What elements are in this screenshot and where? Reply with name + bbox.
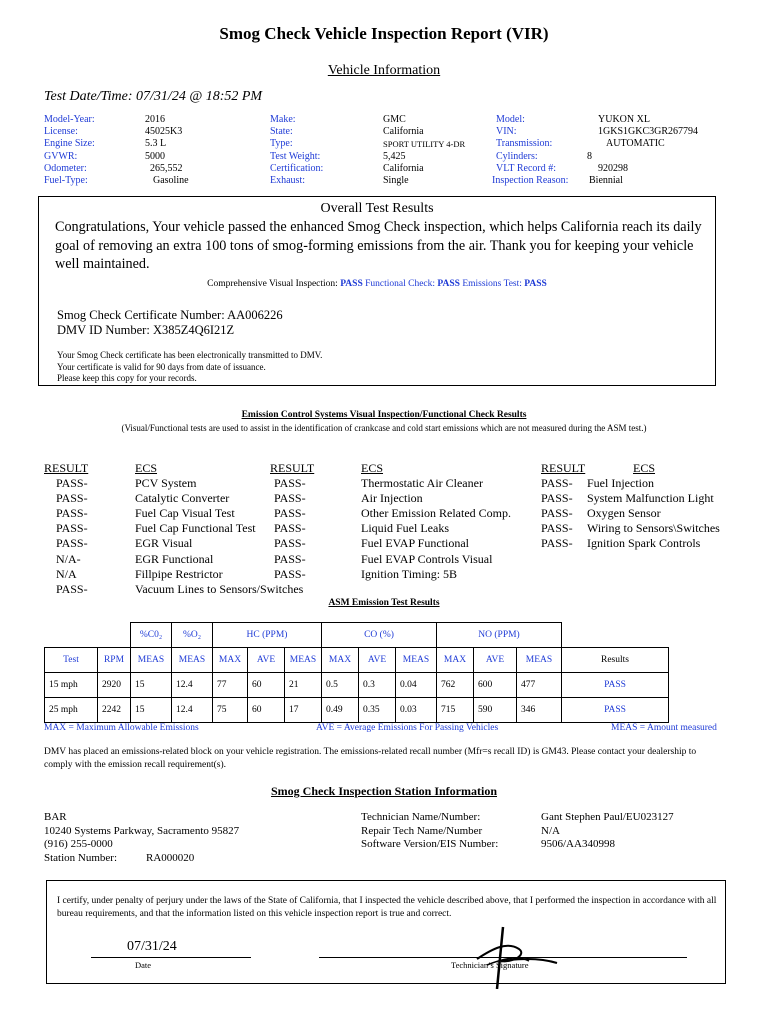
ecs-system: Oxygen Sensor <box>587 506 661 521</box>
ecs-result: PASS- <box>56 476 88 491</box>
hc-header: HC (PPM) <box>213 623 322 648</box>
vehicle-info-heading: Vehicle Information <box>327 63 441 78</box>
station-address-block <box>44 811 239 865</box>
asm-column-header: AVE <box>248 648 285 673</box>
vehicle-label: Model: <box>496 114 525 125</box>
ecs-header: ECS <box>633 461 656 475</box>
vehicle-row <box>44 163 734 175</box>
signature-date: 07/31/24 <box>127 939 177 954</box>
asm-result-row <box>45 698 669 723</box>
asm-cell: 715 <box>437 698 474 723</box>
ecs-result: PASS- <box>274 491 306 506</box>
asm-column-header: MEAS <box>172 648 213 673</box>
asm-results-table <box>44 622 669 723</box>
ecs-system: Vacuum Lines to Sensors/Switches <box>135 581 304 596</box>
ecs-system: EGR Visual <box>135 536 193 551</box>
asm-result-row <box>45 673 669 698</box>
vehicle-label: State: <box>270 126 293 138</box>
vehicle-label: Type: <box>270 138 293 150</box>
ecs-result: PASS- <box>541 476 573 491</box>
ecs-result: PASS- <box>56 536 88 551</box>
ecs-system: Fuel EVAP Controls Visual <box>361 551 493 566</box>
vehicle-value: Single <box>383 174 409 186</box>
station-name: BAR <box>44 811 67 823</box>
ecs-result: PASS- <box>56 581 88 596</box>
ecs-system: Air Injection <box>361 491 423 506</box>
vehicle-info-grid <box>44 114 734 187</box>
asm-cell: 60 <box>248 673 285 698</box>
station-phone: (916) 255-0000 <box>44 838 113 850</box>
certificate-notes <box>57 350 322 385</box>
repair-tech-value: N/A <box>541 824 560 837</box>
ecs-system: Fuel EVAP Functional <box>361 536 470 551</box>
asm-cell: 600 <box>474 673 517 698</box>
asm-group-header-row <box>45 623 669 648</box>
asm-cell: 12.4 <box>172 673 213 698</box>
asm-result-status: PASS <box>562 698 669 723</box>
date-line <box>91 957 251 958</box>
asm-cell: 25 mph <box>45 698 98 723</box>
vehicle-label: Transmission: <box>496 138 553 150</box>
ecs-result: PASS- <box>541 506 573 521</box>
asm-column-header: RPM <box>98 648 131 673</box>
ecs-result: PASS- <box>274 536 306 551</box>
asm-cell: 0.49 <box>322 698 359 723</box>
ecs-system: Fuel Injection <box>587 476 654 491</box>
ecs-result: PASS- <box>541 536 573 551</box>
functional-check-result: PASS <box>437 279 460 289</box>
result-header: RESULT <box>44 461 89 475</box>
ecs-system: Catalytic Converter <box>135 491 230 506</box>
result-header: RESULT <box>270 461 315 475</box>
visual-inspection-label: Comprehensive Visual Inspection: <box>207 279 338 289</box>
ecs-subheading: (Visual/Functional tests are used to assist in the identification of crankcase and cold start emissions which are not measured during the ASM test.) <box>121 423 647 433</box>
ecs-result: PASS- <box>541 491 573 506</box>
ecs-system: Other Emission Related Comp. <box>361 506 511 521</box>
asm-cell: 0.3 <box>359 673 396 698</box>
vehicle-label: Inspection Reason: <box>492 174 569 186</box>
asm-cell: 77 <box>213 673 248 698</box>
ecs-system: EGR Functional <box>135 551 214 566</box>
vehicle-label: Cylinders: <box>496 150 538 162</box>
ecs-header: ECS <box>361 461 384 475</box>
test-datetime: Test Date/Time: 07/31/24 @ 18:52 PM <box>44 89 263 104</box>
ecs-system: Fuel Cap Functional Test <box>135 521 256 536</box>
certificate-number: Smog Check Certificate Number: AA006226 <box>57 308 283 322</box>
station-tech-labels <box>361 811 498 852</box>
vehicle-label: VIN: <box>496 126 517 138</box>
vehicle-label: Odometer: <box>44 162 87 174</box>
vehicle-value: California <box>383 126 424 138</box>
date-label: Date <box>135 960 152 970</box>
station-tech-values <box>541 811 674 852</box>
asm-cell: 15 <box>131 698 172 723</box>
ecs-result: PASS- <box>56 521 88 536</box>
asm-column-header: MAX <box>437 648 474 673</box>
signature-line <box>319 957 687 958</box>
ecs-result: N/A <box>56 566 77 581</box>
vehicle-value: AUTOMATIC <box>606 138 665 150</box>
vehicle-label: License: <box>44 126 78 138</box>
functional-check-label: Functional Check: <box>365 279 436 289</box>
emissions-test-result: PASS <box>524 279 547 289</box>
asm-cell: 60 <box>248 698 285 723</box>
asm-column-header: MEAS <box>285 648 322 673</box>
overall-results-heading: Overall Test Results <box>320 201 434 216</box>
asm-cell: 0.03 <box>396 698 437 723</box>
congratulations-text: Congratulations, Your vehicle passed the enhanced Smog Check inspection, which helps California reach its daily goal of removing an extra 100 tons of smog-forming emissions from the air. Thank you for keeping your vehicle well maintained. <box>55 219 702 273</box>
asm-cell: 15 mph <box>45 673 98 698</box>
asm-cell: 477 <box>517 673 562 698</box>
asm-cell: 0.5 <box>322 673 359 698</box>
co-header: CO (%) <box>322 623 437 648</box>
ecs-system: Thermostatic Air Cleaner <box>361 476 483 491</box>
vehicle-label: Make: <box>270 114 296 125</box>
note-transmitted: Your Smog Check certificate has been electronically transmitted to DMV. <box>57 350 323 360</box>
technician-value: Gant Stephen Paul/EU023127 <box>541 811 674 823</box>
ecs-system: Ignition Spark Controls <box>587 536 701 551</box>
vehicle-value: 8 <box>587 150 592 162</box>
legend-meas: MEAS = Amount measured <box>611 723 717 733</box>
vehicle-value: 5,425 <box>383 150 406 162</box>
certification-box <box>46 880 726 984</box>
ecs-result: PASS- <box>56 491 88 506</box>
ecs-system: Fillpipe Restrictor <box>135 566 223 581</box>
asm-cell: 2920 <box>98 673 131 698</box>
vehicle-row <box>44 114 734 126</box>
ecs-result: PASS- <box>274 476 306 491</box>
asm-cell: 12.4 <box>172 698 213 723</box>
ecs-system: Wiring to Sensors\Switches <box>587 521 720 536</box>
asm-column-header: MEAS <box>517 648 562 673</box>
no-header: NO (PPM) <box>437 623 562 648</box>
certificate-info <box>57 308 283 338</box>
asm-cell: 0.35 <box>359 698 396 723</box>
asm-cell: 17 <box>285 698 322 723</box>
vehicle-label: Engine Size: <box>44 138 95 150</box>
visual-inspection-result: PASS <box>340 279 363 289</box>
asm-cell: 346 <box>517 698 562 723</box>
station-number: RA000020 <box>146 851 195 864</box>
vehicle-label: Fuel-Type: <box>44 174 88 186</box>
vehicle-label: Test Weight: <box>270 150 321 162</box>
vehicle-value: 5000 <box>145 150 165 162</box>
vehicle-value: GMC <box>383 114 406 125</box>
vehicle-value: YUKON XL <box>598 114 650 125</box>
asm-cell: 762 <box>437 673 474 698</box>
report-title: Smog Check Vehicle Inspection Report (VIR) <box>219 24 549 43</box>
ecs-result: N/A- <box>56 551 81 566</box>
vehicle-label: GVWR: <box>44 150 78 162</box>
vehicle-value: 920298 <box>598 162 628 174</box>
ecs-result: PASS- <box>541 521 573 536</box>
asm-column-header-row <box>45 648 669 673</box>
note-keep-copy: Please keep this copy for your records. <box>57 373 197 384</box>
vehicle-value: 45025K3 <box>145 126 183 138</box>
asm-result-status: PASS <box>562 673 669 698</box>
recall-notice: DMV has placed an emissions-related block on your vehicle registration. The emissions-related recall number (Mfr=s recall ID) is GM43. Please contact your dealership to comply with the emission recall requirement(s). <box>44 747 697 770</box>
vehicle-row <box>44 175 734 187</box>
station-heading: Smog Check Inspection Station Information <box>270 784 498 798</box>
repair-tech-label: Repair Tech Name/Number <box>361 824 483 837</box>
vehicle-label: Model-Year: <box>44 114 95 125</box>
certification-statement: I certify, under penalty of perjury under the laws of the State of California, that I inspected the vehicle described above, that I performed the inspection in accordance with all bureau requirements, and that the information listed on this vehicle inspection report is true and correct. <box>57 896 717 919</box>
asm-column-header: Test <box>45 648 98 673</box>
dmv-id-number: DMV ID Number: X385Z4Q6I21Z <box>57 323 235 337</box>
ecs-system: PCV System <box>135 476 197 491</box>
co2-header: %C0₂ <box>131 623 172 648</box>
vehicle-value: 265,552 <box>150 162 183 174</box>
vehicle-label: Exhaust: <box>270 174 305 186</box>
vehicle-value: 5.3 L <box>145 138 167 150</box>
asm-cell: 15 <box>131 673 172 698</box>
software-value: 9506/AA340998 <box>541 838 615 850</box>
asm-column-header: MEAS <box>131 648 172 673</box>
technician-label: Technician Name/Number: <box>361 811 481 823</box>
asm-cell: 0.04 <box>396 673 437 698</box>
note-validity: Your certificate is valid for 90 days from date of issuance. <box>57 361 266 372</box>
asm-column-header: MAX <box>322 648 359 673</box>
vehicle-value: SPORT UTILITY 4-DR <box>383 139 466 150</box>
overall-results-box <box>38 196 716 386</box>
vehicle-value: 1GKS1GKC3GR267794 <box>598 126 699 138</box>
vehicle-row <box>44 151 734 163</box>
vehicle-row <box>44 126 734 138</box>
ecs-result: PASS- <box>274 551 306 566</box>
vehicle-value: Biennial <box>589 174 623 186</box>
asm-column-header: MAX <box>213 648 248 673</box>
asm-column-header: MEAS <box>396 648 437 673</box>
ecs-heading: Emission Control Systems Visual Inspection/Functional Check Results <box>241 410 527 420</box>
ecs-result: PASS- <box>56 506 88 521</box>
ecs-system: Fuel Cap Visual Test <box>135 506 235 521</box>
ecs-result: PASS- <box>274 521 306 536</box>
station-number-label: Station Number: <box>44 851 118 864</box>
emissions-test-label: Emissions Test: <box>462 279 522 289</box>
vehicle-value: California <box>383 162 424 174</box>
asm-heading: ASM Emission Test Results <box>328 598 440 608</box>
test-summary-line <box>39 279 715 289</box>
vehicle-value: Gasoline <box>153 174 189 186</box>
asm-column-header: Results <box>562 648 669 673</box>
technician-signature-image <box>457 919 567 989</box>
ecs-header: ECS <box>135 461 158 475</box>
asm-cell: 21 <box>285 673 322 698</box>
legend-max: MAX = Maximum Allowable Emissions <box>44 723 199 733</box>
o2-header: %O₂ <box>172 623 213 648</box>
asm-cell: 590 <box>474 698 517 723</box>
software-label: Software Version/EIS Number: <box>361 838 499 850</box>
station-address: 10240 Systems Parkway, Sacramento 95827 <box>44 824 240 837</box>
result-header: RESULT <box>541 461 586 475</box>
ecs-system: Ignition Timing: 5B <box>361 566 458 581</box>
asm-cell: 75 <box>213 698 248 723</box>
asm-cell: 2242 <box>98 698 131 723</box>
asm-column-header: AVE <box>474 648 517 673</box>
signature-label: Technician’s Signature <box>451 960 529 970</box>
vehicle-value: 2016 <box>145 114 165 125</box>
asm-column-header: AVE <box>359 648 396 673</box>
legend-ave: AVE = Average Emissions For Passing Vehicles <box>316 723 499 733</box>
vehicle-label: VLT Record #: <box>496 162 556 174</box>
ecs-system: Liquid Fuel Leaks <box>361 521 449 536</box>
ecs-system: System Malfunction Light <box>587 491 714 506</box>
vehicle-label: Certification: <box>270 162 324 174</box>
ecs-result: PASS- <box>274 506 306 521</box>
vehicle-row <box>44 138 734 150</box>
ecs-result: PASS- <box>274 566 306 581</box>
